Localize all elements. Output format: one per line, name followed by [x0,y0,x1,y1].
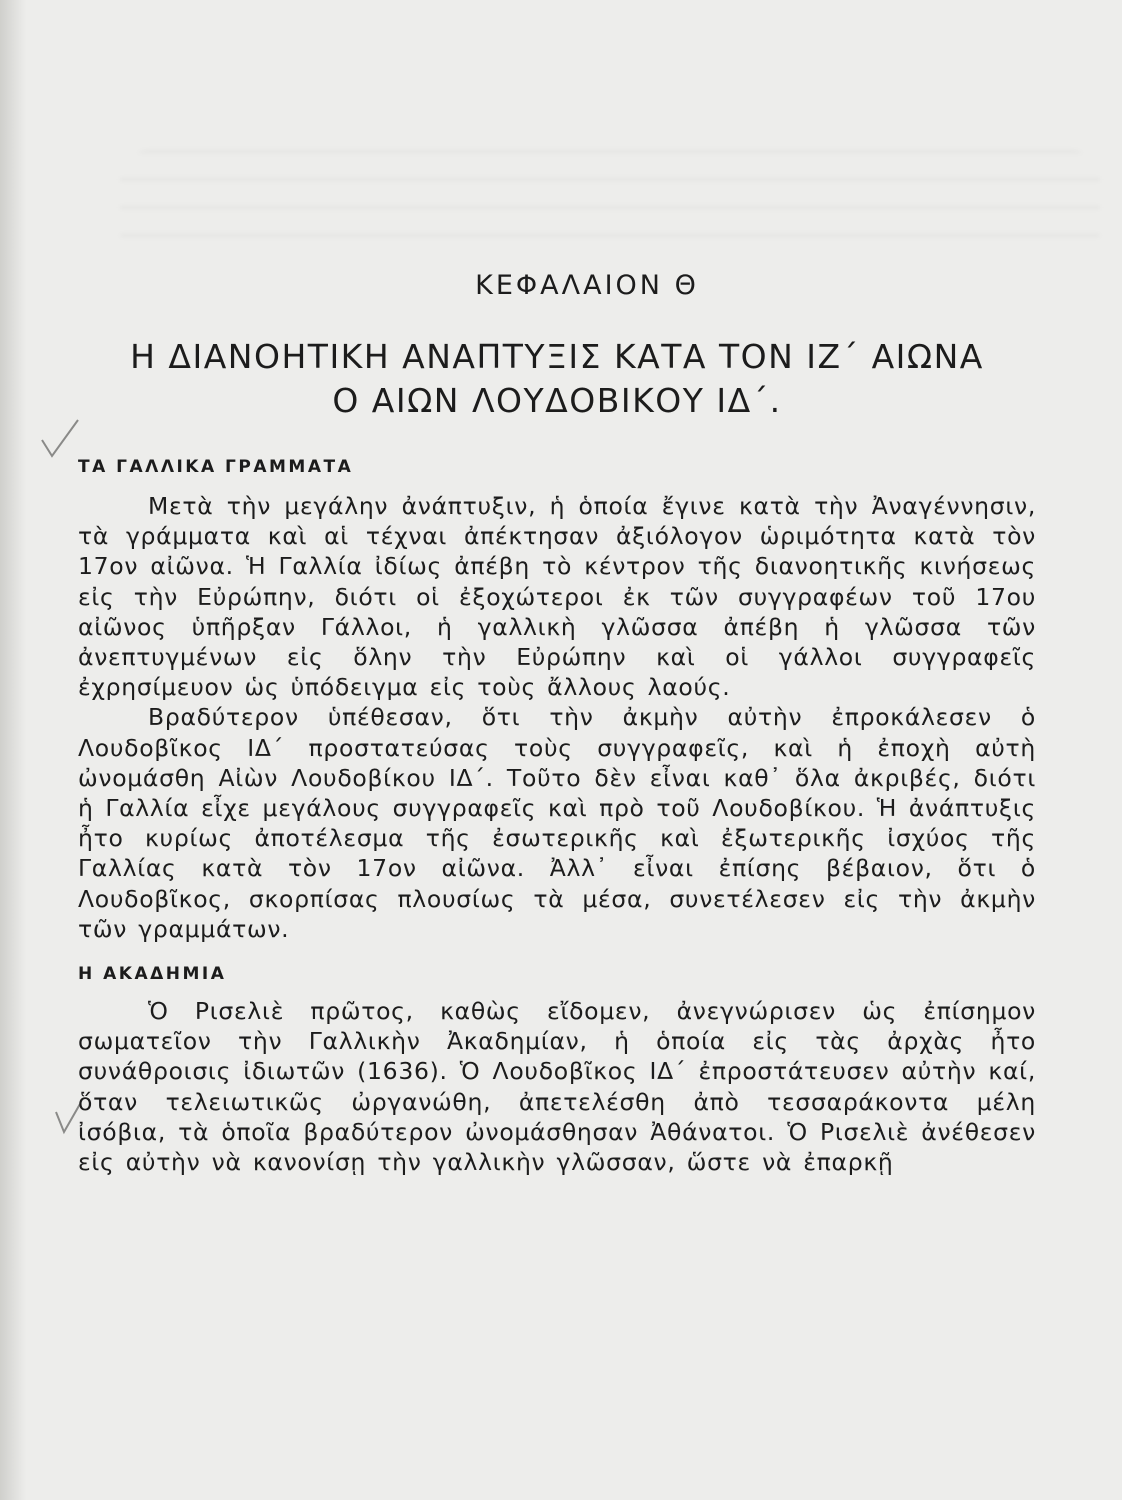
chapter-title-line: Η ΔΙΑΝΟΗΤΙΚΗ ΑΝΑΠΤΥΞΙΣ ΚΑΤΑ ΤΟΝ ΙΖ΄ ΑΙΩΝΑ [130,337,984,376]
paragraph: Βραδύτερον ὑπέθεσαν, ὅτι τὴν ἀκμὴν αὐτὴν ἐπροκάλεσεν ὁ Λουδοβῖκος ΙΔ΄ προστατεύσας τοὺς συγγραφεῖς, καὶ ἡ ἐποχὴ αὐτὴ ὠνομάσθη Αἰὼν Λουδοβίκου ΙΔ΄. Τοῦτο δὲν εἶναι καθ᾿ ὅλα ἀκριβές, διότι ἡ Γαλλία εἶχε μεγάλους συγγραφεῖς καὶ πρὸ τοῦ Λουδοβίκου. Ἡ ἀνάπτυξις ἦτο κυρίως ἀποτέλεσμα τῆς ἐσωτερικῆς καὶ ἐξωτερικῆς ἰσχύος τῆς Γαλλίας κατὰ τὸν 17ον αἰῶνα. Ἀλλ᾿ εἶναι ἐπίσης βέβαιον, ὅτι ὁ Λουδοβῖκος, σκορπίσας πλουσίως τὰ μέσα, συνετέλεσεν εἰς τὴν ἀκμὴν τῶν γραμμάτων. [78,703,1036,943]
section-body [78,996,1036,1177]
section-heading: Η ΑΚΑΔΗΜΙΑ [78,964,227,985]
paragraph: Ὁ Ρισελιὲ πρῶτος, καθὼς εἴδομεν, ἀνεγνώρισεν ὡς ἐπίσημον σωματεῖον τὴν Γαλλικὴν Ἀκαδημίαν, ἡ ὁποία εἰς τὰς ἀρχὰς ἦτο συνάθροισις ἰδιωτῶν (1636). Ὁ Λουδοβῖκος ΙΔ΄ ἐπροστάτευσεν αὐτὴν καί, ὅταν τελειωτικῶς ὠργανώθη, ἀπετελέσθη ἀπὸ τεσσαράκοντα μέλη ἰσόβια, τὰ ὁποῖα βραδύτερον ὠνομάσθησαν Ἀθάνατοι. Ὁ Ρισελιὲ ἀνέθεσεν εἰς αὐτὴν νὰ κανονίσῃ τὴν γαλλικὴν γλῶσσαν, ὥστε νὰ ἐπαρκῇ [78,997,1036,1177]
bleed-through [120,150,1100,260]
chapter-title [78,335,1036,423]
chapter-subtitle-line: Ο ΑΙΩΝ ΛΟΥΔΟΒΙΚΟΥ ΙΔ΄. [332,381,782,420]
section-academy [78,964,1036,1177]
section-french-letters [78,457,1036,944]
book-page [78,270,1036,1177]
section-body [78,491,1036,944]
paragraph: Μετὰ τὴν μεγάλην ἀνάπτυξιν, ἡ ὁποία ἔγινε κατὰ τὴν Ἀναγέννησιν, τὰ γράμματα καὶ αἱ τέχναι ἀπέκτησαν ἀξιόλογον ὡριμότητα κατὰ τὸν 17ον αἰῶνα. Ἡ Γαλλία ἰδίως ἀπέβη τὸ κέντρον τῆς διανοητικῆς κινήσεως εἰς τὴν Εὐρώπην, διότι οἱ ἐξοχώτεροι ἐκ τῶν συγγραφέων τοῦ 17ου αἰῶνος ὑπῆρξαν Γάλλοι, ἡ γαλλικὴ γλῶσσα ἀπέβη ἡ γλῶσσα τῶν ἀνεπτυγμένων εἰς ὅλην τὴν Εὐρώπην καὶ οἱ γάλλοι συγγραφεῖς ἐχρησίμευον ὡς ὑπόδειγμα εἰς τοὺς ἄλλους λαούς. [78,492,1036,702]
chapter-label: ΚΕΦΑΛΑΙΟΝ Θ [475,270,699,301]
section-heading: ΤΑ ΓΑΛΛΙΚΑ ΓΡΑΜΜΑΤΑ [78,457,354,477]
scan-edge-shadow [0,0,26,1500]
